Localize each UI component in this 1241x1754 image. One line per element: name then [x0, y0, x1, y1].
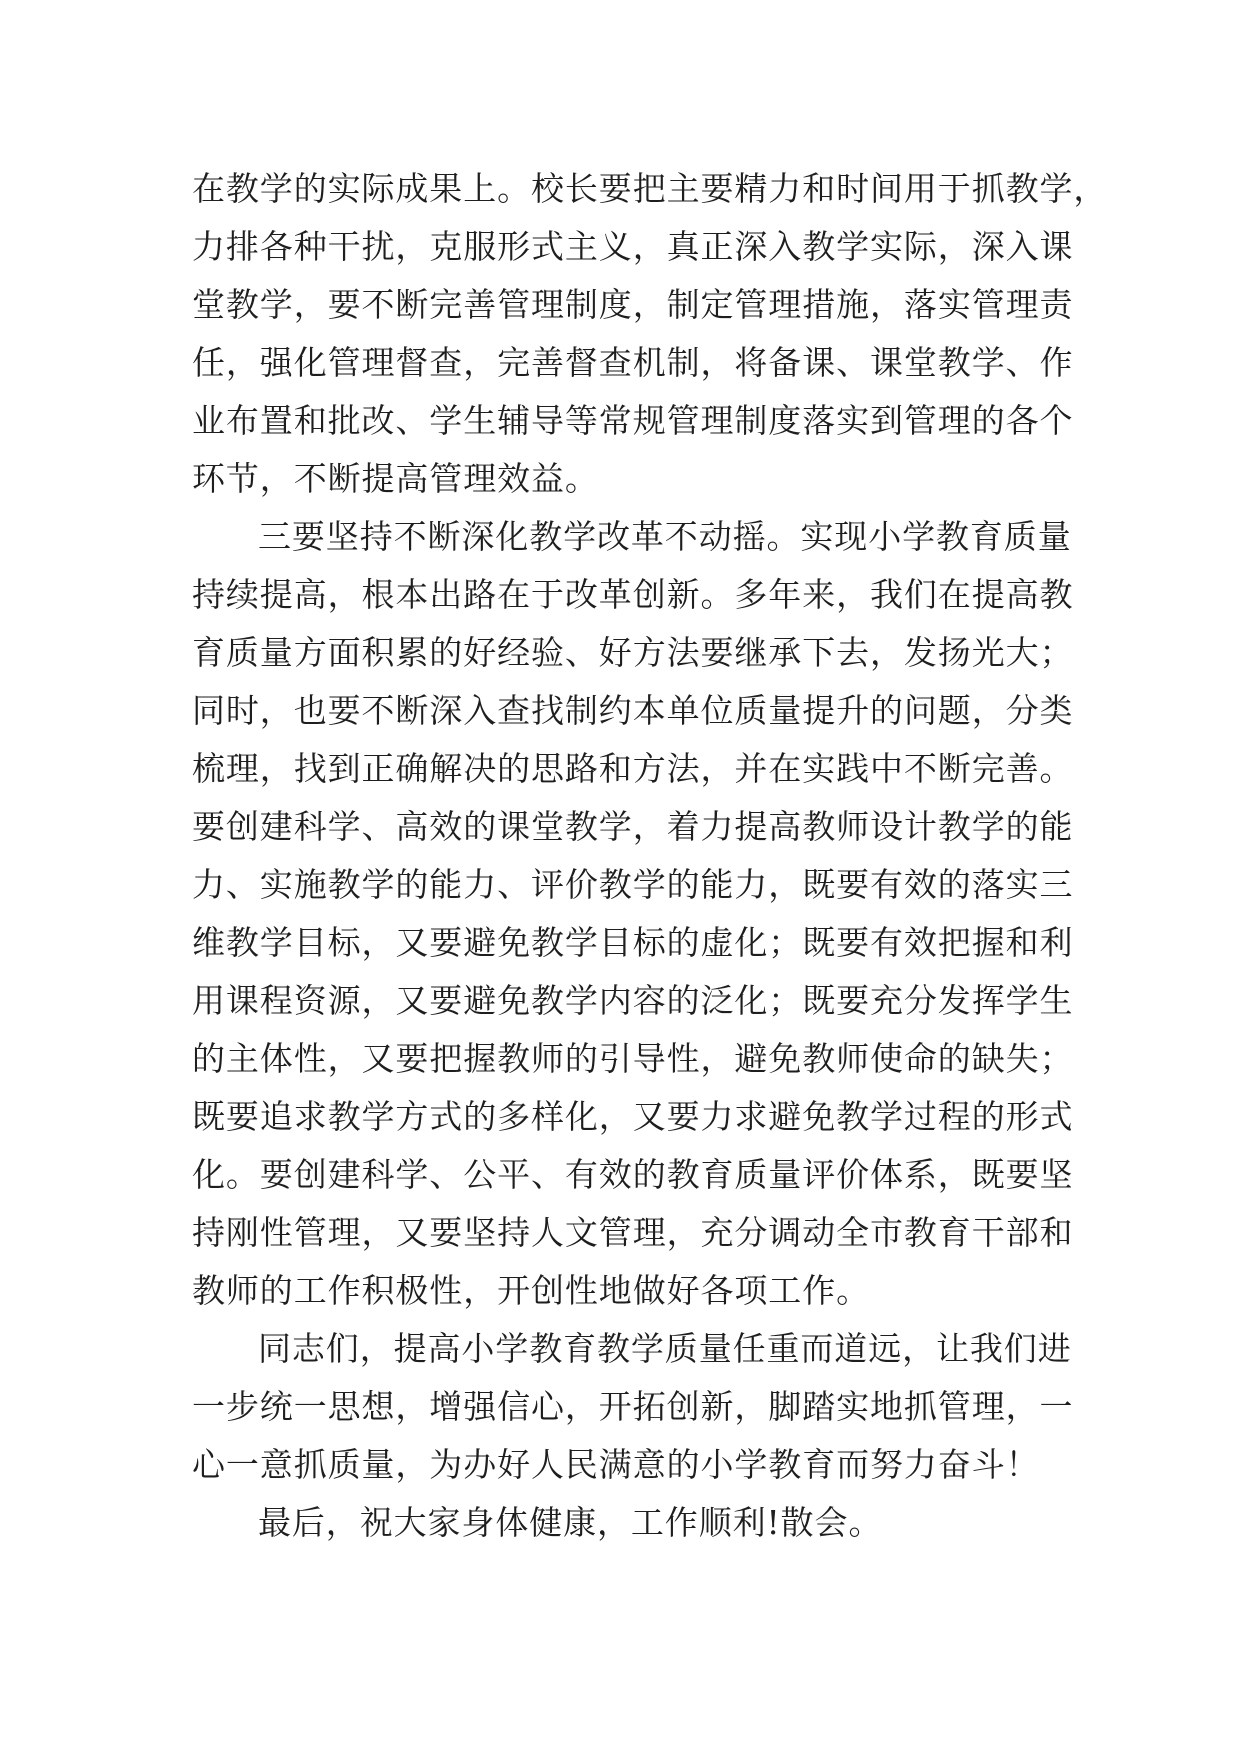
text-line: 堂教学，要不断完善管理制度，制定管理措施，落实管理责 [192, 285, 1074, 324]
text-line: 三要坚持不断深化教学改革不动摇。实现小学教育质量 [258, 517, 1072, 556]
text-line: 心一意抓质量，为办好人民满意的小学教育而努力奋斗！ [192, 1445, 1040, 1484]
text-line: 同时，也要不断深入查找制约本单位质量提升的问题，分类 [192, 691, 1074, 730]
text-line: 维教学目标，又要避免教学目标的虚化；既要有效把握和利 [192, 923, 1074, 962]
text-line: 同志们，提高小学教育教学质量任重而道远，让我们进 [258, 1329, 1072, 1368]
text-line: 教师的工作积极性，开创性地做好各项工作。 [192, 1271, 870, 1310]
text-line: 业布置和批改、学生辅导等常规管理制度落实到管理的各个 [192, 401, 1074, 440]
text-line: 梳理，找到正确解决的思路和方法，并在实践中不断完善。 [192, 749, 1074, 788]
text-line: 化。要创建科学、公平、有效的教育质量评价体系，既要坚 [192, 1155, 1074, 1194]
text-line: 持刚性管理，又要坚持人文管理，充分调动全市教育干部和 [192, 1213, 1074, 1252]
text-line: 既要追求教学方式的多样化，又要力求避免教学过程的形式 [192, 1097, 1074, 1136]
text-line: 要创建科学、高效的课堂教学，着力提高教师设计教学的能 [192, 807, 1074, 846]
text-line: 在教学的实际成果上。校长要把主要精力和时间用于抓教学， [192, 169, 1108, 208]
text-line: 力、实施教学的能力、评价教学的能力，既要有效的落实三 [192, 865, 1074, 904]
text-line: 力排各种干扰，克服形式主义，真正深入教学实际，深入课 [192, 227, 1074, 266]
text-line: 环节，不断提高管理效益。 [192, 459, 599, 498]
text-line: 任，强化管理督查，完善督查机制，将备课、课堂教学、作 [192, 343, 1074, 382]
text-line: 用课程资源，又要避免教学内容的泛化；既要充分发挥学生 [192, 981, 1074, 1020]
text-line: 的主体性，又要把握教师的引导性，避免教师使命的缺失； [192, 1039, 1074, 1078]
text-line: 育质量方面积累的好经验、好方法要继承下去，发扬光大； [192, 633, 1074, 672]
text-line: 一步统一思想，增强信心，开拓创新，脚踏实地抓管理，一 [192, 1387, 1074, 1426]
text-line: 最后，祝大家身体健康，工作顺利!散会。 [258, 1503, 883, 1542]
text-line: 持续提高，根本出路在于改革创新。多年来，我们在提高教 [192, 575, 1074, 614]
